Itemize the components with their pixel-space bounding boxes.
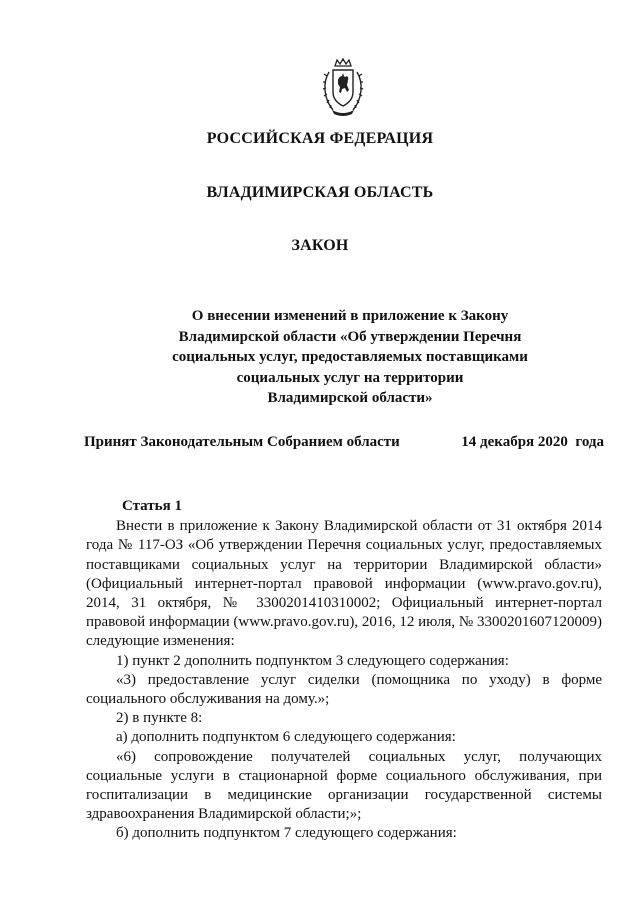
law-title-line: Владимирской области «Об утверждении Перечня <box>178 328 522 345</box>
adoption-date: 14 декабря 2020 года <box>461 434 604 450</box>
paragraph: Внести в приложение к Закону Владимирской области от 31 октября 2014 года № 117-ОЗ «Об утверждении Перечня социальных услуг, предоставляемых поставщиками социальных услуг на территории Владимирской области» (Официальный интернет-портал правовой информации (www.pravo.gov.ru), 2014, 31 октября, № 3300201410310002; Официальный интернет-портал правовой информации (www.pravo.gov.ru), 2016, 12 июля, № 3300201607120009) следующие изменения: <box>86 518 602 650</box>
paragraph: 1) пункт 2 дополнить подпунктом 3 следующего содержания: <box>116 652 509 669</box>
law-title-line: О внесении изменений в приложение к Закону <box>191 308 509 324</box>
paragraph: «3) предоставление услуг сиделки (помощника по уходу) в форме социального обслуживания на дому.»; <box>86 671 602 708</box>
law-title-line: социальных услуг, предоставляемых поставщиками <box>172 349 528 365</box>
law-title <box>130 306 570 409</box>
country-heading: РОССИЙСКАЯ ФЕДЕРАЦИЯ <box>206 130 434 147</box>
adoption-line <box>84 434 604 454</box>
paragraph: а) дополнить подпунктом 6 следующего содержания: <box>116 729 456 746</box>
adoption-text: Принят Законодательным Собранием области <box>84 434 400 450</box>
law-title-line: социальных услуг на территории <box>236 369 464 386</box>
law-title-line: Владимирской области» <box>267 390 433 406</box>
region-heading: ВЛАДИМИРСКАЯ ОБЛАСТЬ <box>206 184 434 201</box>
coat-of-arms-icon <box>321 58 365 118</box>
article-title: Статья 1 <box>122 498 182 514</box>
doc-type-heading: ЗАКОН <box>291 237 349 254</box>
paragraph: 2) в пункте 8: <box>116 710 203 727</box>
paragraph: б) дополнить подпунктом 7 следующего содержания: <box>116 825 457 842</box>
paragraph: «6) сопровождение получателей социальных услуг, получающих социальные услуги в стационарной форме социального обслуживания, при госпитализации в медицинские организации государственной системы здравоохранения Владимирской области;»; <box>86 748 602 823</box>
article-body <box>86 497 602 844</box>
